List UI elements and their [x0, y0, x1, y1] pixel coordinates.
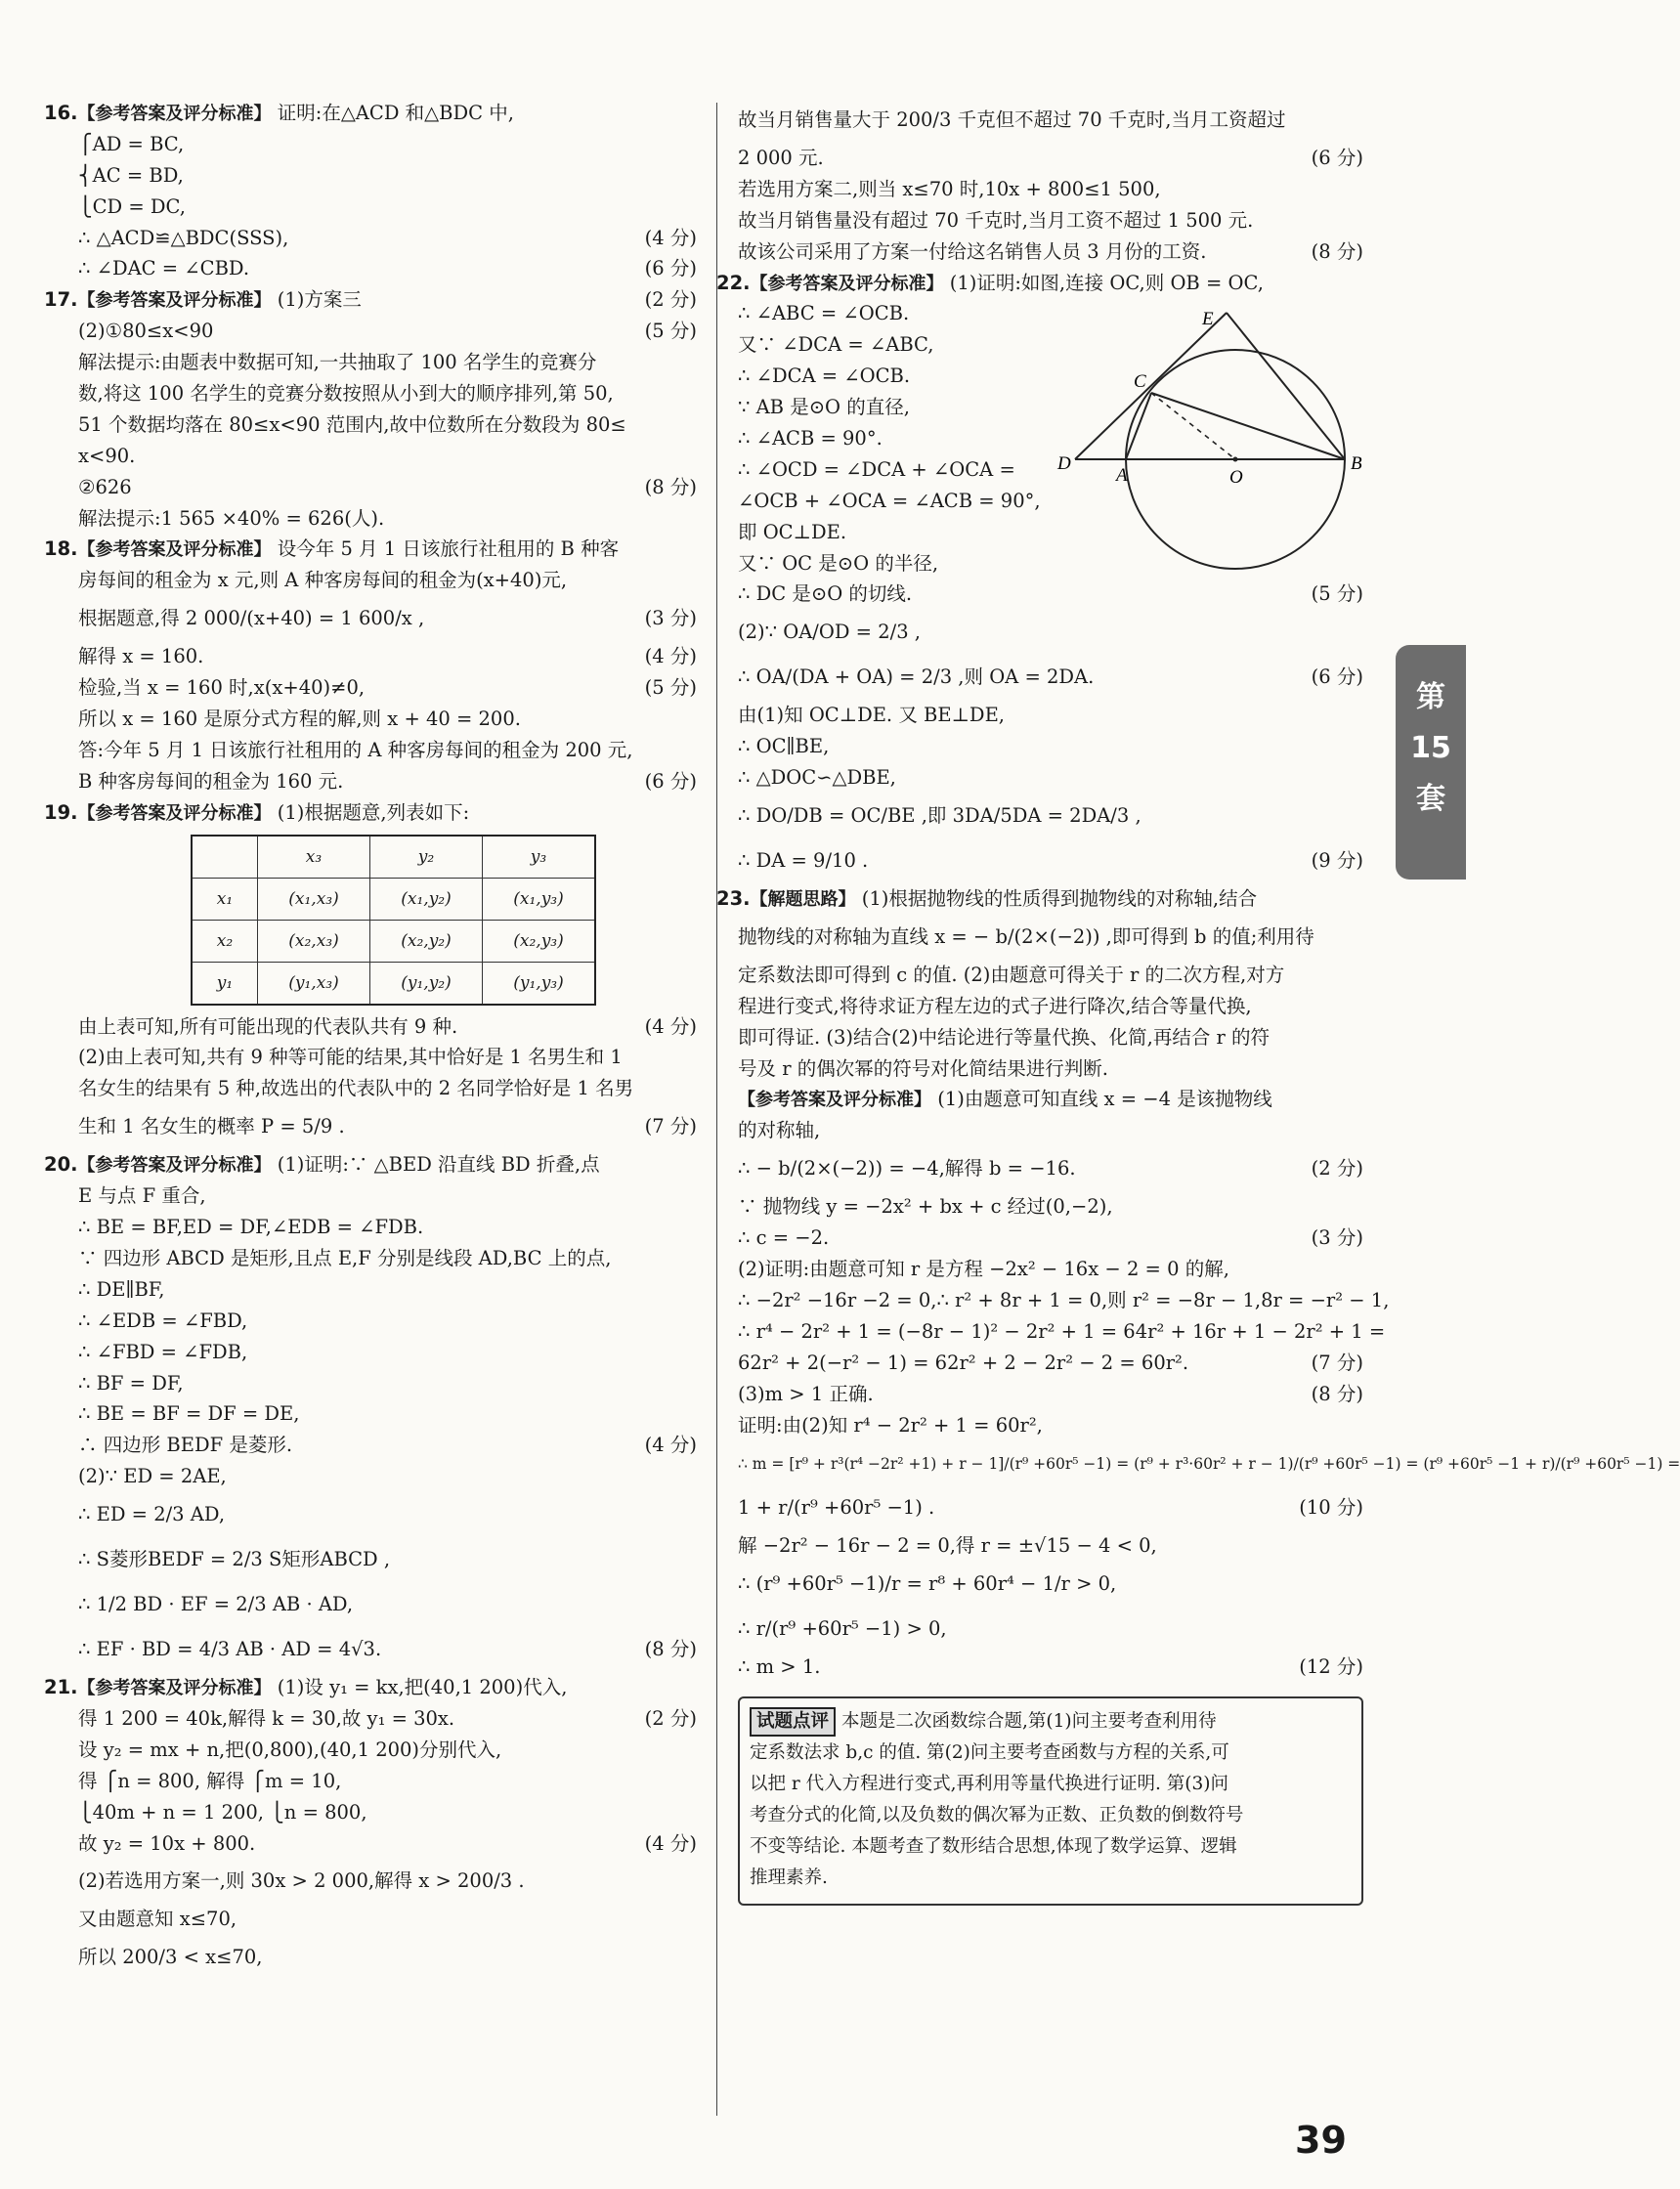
text-line — [44, 347, 697, 378]
tab-line-3: 套 — [1416, 782, 1445, 816]
text-line — [44, 1306, 697, 1337]
score: (10 分) — [1299, 1496, 1363, 1520]
table-cell: (x₂,y₃) — [483, 920, 596, 962]
text-line — [44, 160, 697, 192]
text-line — [44, 1935, 697, 1980]
line-text: ⎨AC = BD, — [78, 163, 184, 187]
score: (4 分) — [644, 1434, 697, 1457]
line-text: ∴ ∠ACB = 90°. — [738, 427, 883, 451]
line-text: 故当月销售量没有超过 70 千克时,当月工资不超过 1 500 元. — [738, 208, 1254, 232]
review-line — [750, 1831, 1352, 1863]
review-line — [750, 1769, 1352, 1800]
text-line — [44, 441, 697, 472]
text-line — [44, 641, 697, 672]
line-text: 2 000 元. — [738, 147, 824, 169]
line-text: ∴ △ACD≌△BDC(SSS), — [78, 226, 289, 249]
line-text: 证明:在△ACD 和△BDC 中, — [271, 102, 514, 124]
answer-tag: 【参考答案及评分标准】 — [750, 273, 944, 294]
text-line — [738, 1562, 1363, 1607]
question-number: 17. — [44, 288, 78, 312]
line-text: ∴ DE∥BF, — [78, 1277, 165, 1301]
question-number: 16. — [44, 102, 78, 124]
line-text: ∴ ∠DAC = ∠CBD. — [78, 257, 250, 280]
text-line — [738, 143, 1363, 174]
text-line — [44, 1582, 697, 1627]
line-text: 解法提示:由题表中数据可知,一共抽取了 100 名学生的竞赛分 — [78, 351, 597, 374]
text-line — [738, 655, 1363, 700]
line-text: ∴ ED = 2/3 AD, — [78, 1503, 226, 1526]
line-text: 名女生的结果有 5 种,故选出的代表队中的 2 名同学恰好是 1 名男 — [78, 1077, 634, 1100]
table-cell: x₂ — [192, 920, 258, 962]
text-line — [44, 1149, 697, 1180]
line-text: 又∵ OC 是⊙O 的半径, — [738, 551, 939, 575]
label-c: C — [1134, 371, 1146, 392]
label-o: O — [1229, 467, 1243, 488]
line-text: 得 1 200 = 40k,解得 k = 30,故 y₁ = 30x. — [78, 1706, 455, 1730]
label-e: E — [1202, 309, 1214, 329]
label-d: D — [1057, 453, 1071, 474]
text-line — [716, 883, 1363, 915]
text-line — [738, 700, 1363, 731]
question-number: 18. — [44, 537, 78, 561]
score: (8 分) — [644, 1638, 697, 1661]
text-line — [738, 1652, 1363, 1683]
score: (4 分) — [644, 226, 697, 249]
text-line — [44, 704, 697, 735]
review-text: 考查分式的化简,以及负数的偶次幂为正数、正负数的倒数符号 — [750, 1805, 1244, 1826]
line-text: 51 个数据均落在 80≤x<90 范围内,故中位数所在分数段为 80≤ — [78, 412, 626, 436]
text-line — [44, 284, 697, 316]
line-text: 根据题意,得 2 000/(x+40) = 1 600/x , — [78, 607, 425, 630]
table-row — [192, 962, 595, 1005]
text-line — [738, 610, 1363, 655]
line-text: ∴ BE = BF = DF = DE, — [78, 1402, 300, 1426]
line-text: 抛物线的对称轴为直线 x = − b/(2×(−2)) ,即可得到 b 的值;利用待 — [738, 924, 1314, 948]
text-line — [738, 1485, 1363, 1530]
text-line — [44, 1735, 697, 1766]
table-cell: (y₁,x₃) — [258, 962, 370, 1005]
score: (2 分) — [644, 288, 697, 312]
text-line — [44, 1797, 697, 1828]
line-text: ∴ 1/2 BD · EF = 2/3 AB · AD, — [78, 1593, 354, 1616]
line-ca — [1126, 393, 1151, 459]
text-line — [44, 503, 697, 535]
text-line — [44, 1180, 697, 1212]
line-text: 故该公司采用了方案一付给这名销售人员 3 月份的工资. — [738, 239, 1207, 263]
table-cell: (x₂,y₂) — [370, 920, 483, 962]
table-header-cell: y₂ — [370, 836, 483, 879]
line-text: (2)∵ OA/OD = 2/3 , — [738, 621, 922, 644]
text-line — [44, 1904, 697, 1935]
text-line — [44, 766, 697, 797]
text-line — [738, 1022, 1363, 1053]
line-text: ∴ r⁴ − 2r² + 1 = (−8r − 1)² − 2r² + 1 = 64r² + 16r + 1 − 2r² + 1 = — [738, 1319, 1386, 1343]
line-text: (2)若选用方案一,则 30x > 2 000,解得 x > 200/3 . — [78, 1869, 525, 1893]
text-line — [738, 1607, 1363, 1652]
line-text: (1)由题意可知直线 x = −4 是该抛物线 — [931, 1088, 1272, 1111]
line-text: x<90. — [78, 444, 136, 467]
score: (9 分) — [1311, 849, 1363, 873]
table-header-cell — [192, 836, 258, 879]
text-line — [44, 98, 697, 129]
line-text: ∴ BE = BF,ED = DF,∠EDB = ∠FDB. — [78, 1216, 424, 1239]
text-line — [44, 1766, 697, 1797]
text-line — [44, 565, 697, 596]
line-text: 62r² + 2(−r² − 1) = 62r² + 2 − 2r² − 2 = 60r². — [738, 1351, 1189, 1374]
column-divider — [716, 103, 717, 2116]
text-line — [738, 236, 1363, 268]
circle-tangent-diagram — [1055, 309, 1388, 572]
text-line — [738, 1316, 1386, 1348]
text-line — [738, 174, 1363, 205]
text-line — [738, 1115, 1363, 1146]
score: (6 分) — [644, 769, 697, 793]
line-text: ∴ 四边形 BEDF 是菱形. — [78, 1434, 293, 1457]
line-text: ∴ OA/(DA + OA) = 2/3 ,则 OA = 2DA. — [738, 665, 1095, 689]
text-line — [738, 1191, 1363, 1223]
line-text: 又∵ ∠DCA = ∠ABC, — [738, 333, 934, 357]
question-number: 20. — [44, 1153, 78, 1177]
label-a: A — [1116, 465, 1128, 486]
answer-tag: 【参考答案及评分标准】 — [77, 1155, 272, 1177]
label-b: B — [1351, 453, 1362, 474]
line-text: ∠OCB + ∠OCA = ∠ACB = 90°, — [738, 489, 1041, 512]
text-line — [44, 1274, 697, 1306]
score: (8 分) — [1311, 239, 1363, 263]
line-text: 检验,当 x = 160 时,x(x+40)≠0, — [78, 676, 366, 700]
line-text: 数,将这 100 名学生的竞赛分数按照从小到大的顺序排列,第 50, — [78, 382, 614, 406]
text-line — [44, 1368, 697, 1399]
line-text: E 与点 F 重合, — [78, 1184, 206, 1208]
line-text: 生和 1 名女生的概率 P = 5/9 . — [78, 1115, 345, 1138]
line-text: 设 y₂ = mx + n,把(0,800),(40,1 200)分别代入, — [78, 1738, 502, 1761]
score: (8 分) — [644, 475, 697, 498]
line-text: 设今年 5 月 1 日该旅行社租用的 B 种客 — [271, 537, 620, 561]
text-line — [44, 1398, 697, 1430]
line-text: 即 OC⊥DE. — [738, 520, 847, 543]
text-line — [44, 1212, 697, 1243]
table-header-row — [192, 836, 595, 879]
text-line — [738, 838, 1363, 883]
text-line — [44, 1104, 697, 1149]
set-number-tab — [1396, 645, 1466, 880]
line-text: (1)方案三 — [271, 288, 362, 312]
line-text: ②626 — [78, 475, 132, 498]
text-line — [44, 1492, 697, 1537]
text-line — [44, 1537, 697, 1582]
left-column — [44, 98, 697, 1980]
line-text: ∴ DA = 9/10 . — [738, 849, 869, 873]
review-text: 不变等结论. 本题考查了数形结合思想,体现了数学运算、逻辑 — [750, 1836, 1237, 1858]
line-text: (2)∵ ED = 2AE, — [78, 1465, 227, 1488]
answer-tag: 【参考答案及评分标准】 — [738, 1090, 931, 1111]
table-cell: (x₁,y₃) — [483, 878, 596, 920]
table-cell: (x₁,y₂) — [370, 878, 483, 920]
answer-tag: 【参考答案及评分标准】 — [77, 290, 272, 312]
line-text: 房每间的租金为 x 元,则 A 种客房每间的租金为(x+40)元, — [78, 569, 568, 592]
line-text: ∴ (r⁹ +60r⁵ −1)/r = r⁸ + 60r⁴ − 1/r > 0, — [738, 1572, 1117, 1596]
text-line — [738, 1254, 1363, 1285]
line-text: 解 −2r² − 16r − 2 = 0,得 r = ±√15 − 4 < 0, — [738, 1534, 1157, 1558]
text-line — [44, 223, 697, 254]
line-text: (1)证明:∵ △BED 沿直线 BD 折叠,点 — [271, 1153, 600, 1177]
text-line — [44, 735, 697, 766]
table-cell: y₁ — [192, 962, 258, 1005]
score: (4 分) — [644, 645, 697, 668]
line-text: ∴ m > 1. — [738, 1655, 821, 1679]
score: (5 分) — [644, 320, 697, 343]
line-oc-dashed — [1151, 393, 1235, 459]
line-text: (1)根据抛物线的性质得到抛物线的对称轴,结合 — [855, 887, 1258, 911]
question-number: 19. — [44, 800, 78, 824]
outcome-table — [191, 835, 596, 1006]
line-text: ∴ c = −2. — [738, 1226, 830, 1250]
line-text: (1)证明:如图,连接 OC,则 OB = OC, — [943, 271, 1264, 294]
question-number: 22. — [716, 271, 751, 294]
text-line — [738, 731, 1363, 762]
text-line — [738, 1285, 1390, 1316]
line-text: B 种客房每间的租金为 160 元. — [78, 769, 344, 793]
text-line — [738, 205, 1363, 236]
score: (5 分) — [644, 676, 697, 700]
text-line — [44, 1828, 697, 1860]
text-line — [738, 1530, 1363, 1562]
line-text: ∵ AB 是⊙O 的直径, — [738, 396, 910, 419]
text-line — [44, 1042, 697, 1073]
text-line — [44, 129, 697, 160]
line-text: ∴ EF · BD = 4/3 AB · AD = 4√3. — [78, 1638, 382, 1661]
text-line — [44, 1703, 697, 1735]
table-cell: (y₁,y₃) — [483, 962, 596, 1005]
line-text: 证明:由(2)知 r⁴ − 2r² + 1 = 60r², — [738, 1413, 1043, 1437]
line-text: ∴ m = [r⁹ + r³(r⁴ −2r² +1) + r − 1]/(r⁹ +60r⁵ −1) = (r⁹ + r³·60r² + r − 1)/(r⁹ +60r⁵ −1) = (r⁹ +60r⁵ −1 + r)/(r⁹ +60r⁵ −1) = — [738, 1455, 1680, 1474]
line-text: 得 ⎧n = 800, 解得 ⎧m = 10, — [78, 1769, 342, 1792]
review-text: 定系数法求 b,c 的值. 第(2)问主要考查函数与方程的关系,可 — [750, 1742, 1229, 1764]
answer-tag: 【参考答案及评分标准】 — [77, 539, 272, 561]
line-text: 解法提示:1 565 ×40% = 626(人). — [78, 506, 385, 530]
line-text: 由(1)知 OC⊥DE. 又 BE⊥DE, — [738, 704, 1006, 727]
text-line — [738, 1084, 1363, 1115]
text-line — [738, 762, 1363, 794]
score: (6 分) — [1311, 665, 1363, 689]
line-text: (2)①80≤x<90 — [78, 320, 214, 343]
line-text: ∴ △DOC∽△DBE, — [738, 766, 896, 790]
review-text: 以把 r 代入方程进行变式,再利用等量代换进行证明. 第(3)问 — [750, 1774, 1228, 1795]
text-line — [44, 316, 697, 347]
score: (8 分) — [1311, 1382, 1363, 1405]
text-line — [44, 409, 697, 441]
score: (7 分) — [1311, 1351, 1363, 1374]
score: (4 分) — [644, 1014, 697, 1038]
line-text: 1 + r/(r⁹ +60r⁵ −1) . — [738, 1496, 935, 1520]
line-text: 号及 r 的偶次幂的符号对化简结果进行判断. — [738, 1056, 1108, 1080]
line-text: 即可得证. (3)结合(2)中结论进行等量代换、化简,再结合 r 的符 — [738, 1025, 1271, 1049]
text-line — [44, 596, 697, 641]
table-cell: x₁ — [192, 878, 258, 920]
table-cell: (x₂,x₃) — [258, 920, 370, 962]
text-line — [44, 192, 697, 223]
text-line — [738, 1379, 1363, 1410]
text-line — [44, 1011, 697, 1043]
text-line — [738, 915, 1363, 960]
line-text: 所以 x = 160 是原分式方程的解,则 x + 40 = 200. — [78, 708, 521, 731]
review-line — [750, 1706, 1352, 1738]
text-line — [738, 1053, 1363, 1085]
text-line — [738, 960, 1363, 991]
line-text: 定系数法即可得到 c 的值. (2)由题意可得关于 r 的二次方程,对方 — [738, 963, 1285, 986]
review-text: 推理素养. — [750, 1867, 828, 1889]
text-line — [738, 98, 1363, 143]
text-line — [44, 472, 697, 503]
review-line — [750, 1863, 1352, 1894]
line-text: ∴ S菱形BEDF = 2/3 S矩形ABCD , — [78, 1548, 391, 1571]
score: (12 分) — [1299, 1655, 1363, 1679]
question-number: 23. — [716, 887, 751, 911]
line-text: ∴ DO/DB = OC/BE ,即 3DA/5DA = 2DA/3 , — [738, 804, 1142, 828]
line-text: ∵ 四边形 ABCD 是矩形,且点 E,F 分别是线段 AD,BC 上的点, — [78, 1246, 612, 1269]
text-line — [44, 1672, 697, 1703]
table-row — [192, 878, 595, 920]
line-text: 故当月销售量大于 200/3 千克但不超过 70 千克时,当月工资超过 — [738, 108, 1286, 131]
score: (4 分) — [644, 1831, 697, 1855]
line-text: ∵ 抛物线 y = −2x² + bx + c 经过(0,−2), — [738, 1195, 1113, 1219]
line-text: ∴ ∠EDB = ∠FBD, — [78, 1309, 248, 1332]
answer-tag: 【解题思路】 — [750, 889, 856, 911]
score: (5 分) — [1311, 582, 1363, 606]
answer-tag: 【参考答案及评分标准】 — [77, 104, 272, 124]
tab-line-2: 15 — [1410, 731, 1451, 765]
question-number: 21. — [44, 1676, 78, 1699]
text-line — [738, 1223, 1363, 1254]
question-review-box — [738, 1696, 1363, 1906]
review-tag: 试题点评 — [750, 1707, 836, 1737]
table-header-cell: y₃ — [483, 836, 596, 879]
score: (3 分) — [644, 607, 697, 630]
line-text: (3)m > 1 正确. — [738, 1382, 874, 1405]
table-header-cell: x₃ — [258, 836, 370, 879]
text-line — [44, 534, 697, 565]
line-text: (1)根据题意,列表如下: — [271, 800, 470, 824]
text-line — [44, 672, 697, 704]
text-line — [44, 253, 697, 284]
line-text: 又由题意知 x≤70, — [78, 1908, 237, 1931]
line-text: 由上表可知,所有可能出现的代表队共有 9 种. — [78, 1014, 458, 1038]
line-text: (2)证明:由题意可知 r 是方程 −2x² − 16x − 2 = 0 的解, — [738, 1258, 1229, 1281]
text-line — [44, 1073, 697, 1104]
line-text: (1)设 y₁ = kx,把(40,1 200)代入, — [271, 1676, 568, 1699]
line-text: 若选用方案二,则当 x≤70 时,10x + 800≤1 500, — [738, 177, 1161, 200]
line-text: 解得 x = 160. — [78, 645, 204, 668]
line-text: 答:今年 5 月 1 日该旅行社租用的 A 种客房每间的租金为 200 元, — [78, 738, 633, 761]
review-line — [750, 1738, 1352, 1769]
text-line — [738, 579, 1363, 610]
text-line — [738, 991, 1363, 1022]
review-text: 本题是二次函数综合题,第(1)问主要考查利用待 — [841, 1711, 1217, 1733]
line-text: ∴ −2r² −16r −2 = 0,∴ r² + 8r + 1 = 0,则 r² = −8r − 1,8r = −r² − 1, — [738, 1288, 1390, 1311]
line-eb — [1227, 313, 1345, 459]
score: (6 分) — [1311, 147, 1363, 169]
line-text: 故 y₂ = 10x + 800. — [78, 1831, 256, 1855]
line-text: ⎩40m + n = 1 200, ⎩n = 800, — [78, 1800, 367, 1824]
line-text: ∴ ∠DCA = ∠OCB. — [738, 365, 911, 388]
line-text: ∴ ∠OCD = ∠DCA + ∠OCA = — [738, 457, 1015, 481]
line-text: ∴ ∠ABC = ∠OCB. — [738, 302, 910, 325]
text-line — [738, 1440, 1680, 1485]
score: (7 分) — [644, 1115, 697, 1138]
text-line — [716, 268, 1363, 299]
line-de — [1075, 313, 1227, 459]
text-line — [738, 1348, 1363, 1379]
text-line — [44, 1337, 697, 1368]
text-line — [44, 378, 697, 409]
text-line — [44, 1627, 697, 1672]
line-text: 的对称轴, — [738, 1119, 821, 1142]
text-line — [738, 1410, 1363, 1441]
line-text: 所以 200/3 < x≤70, — [78, 1946, 263, 1969]
line-text: ∴ ∠FBD = ∠FDB, — [78, 1340, 248, 1363]
score: (2 分) — [1311, 1157, 1363, 1180]
score: (6 分) — [644, 257, 697, 280]
line-cb — [1151, 393, 1345, 459]
answer-tag: 【参考答案及评分标准】 — [77, 802, 272, 824]
line-text: ∴ DC 是⊙O 的切线. — [738, 582, 913, 606]
table-cell: (x₁,x₃) — [258, 878, 370, 920]
text-line — [44, 797, 697, 829]
point-o — [1233, 457, 1238, 462]
line-text: (2)由上表可知,共有 9 种等可能的结果,其中恰好是 1 名男生和 1 — [78, 1046, 623, 1069]
table-row — [192, 920, 595, 962]
text-line — [738, 1146, 1363, 1191]
text-line — [44, 1859, 697, 1904]
line-text: ∴ − b/(2×(−2)) = −4,解得 b = −16. — [738, 1157, 1076, 1180]
page-number: 39 — [1295, 2119, 1347, 2162]
text-line — [44, 1461, 697, 1492]
text-line — [44, 1430, 697, 1461]
review-line — [750, 1800, 1352, 1831]
line-text: ⎧AD = BC, — [78, 132, 185, 155]
line-text: ∴ r/(r⁹ +60r⁵ −1) > 0, — [738, 1617, 947, 1641]
line-text: ∴ BF = DF, — [78, 1371, 184, 1395]
line-text: ∴ OC∥BE, — [738, 735, 830, 758]
score: (2 分) — [644, 1706, 697, 1730]
line-text: 程进行变式,将待求证方程左边的式子进行降次,结合等量代换, — [738, 994, 1252, 1017]
score: (3 分) — [1311, 1226, 1363, 1250]
table-cell: (y₁,y₂) — [370, 962, 483, 1005]
text-line — [738, 794, 1363, 838]
tab-line-1: 第 — [1416, 680, 1445, 714]
line-text: ⎩CD = DC, — [78, 194, 186, 218]
text-line — [44, 1243, 697, 1274]
answer-tag: 【参考答案及评分标准】 — [77, 1678, 272, 1699]
